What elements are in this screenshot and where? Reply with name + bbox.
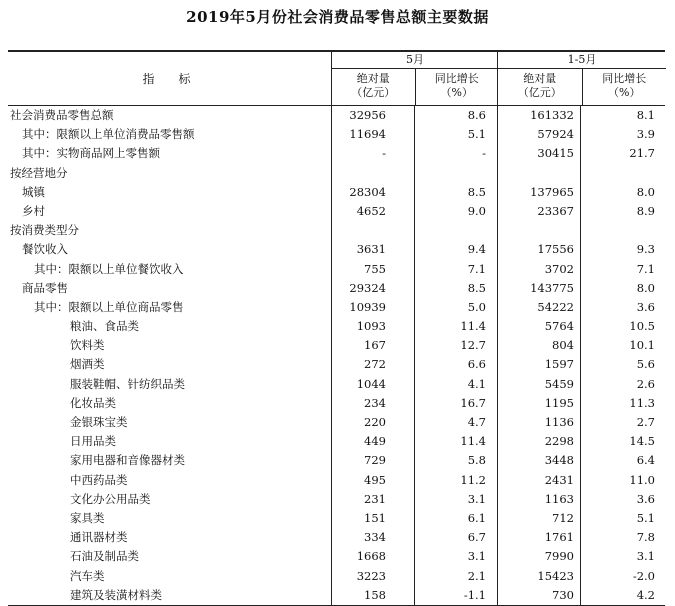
- row-label: 其中：实物商品网上零售额: [22, 146, 160, 161]
- may-abs-cell: 1668: [356, 549, 386, 564]
- ytd-abs-cell: 5459: [544, 376, 574, 391]
- row-label: 文化办公用品类: [70, 491, 151, 506]
- ytd-abs-cell: 1761: [544, 530, 574, 545]
- row-label: 乡村: [22, 203, 45, 218]
- ytd-abs-cell: 1597: [544, 357, 574, 372]
- ytd-abs-cell: 23367: [537, 203, 574, 218]
- may-abs-cell: 3631: [356, 242, 386, 257]
- ytd-abs-cell: 17556: [537, 242, 574, 257]
- may-abs-cell: 167: [364, 338, 386, 353]
- table-row: [8, 490, 665, 509]
- may-abs-cell: 729: [364, 453, 386, 468]
- may-yoy-cell: 7.1: [467, 261, 486, 276]
- ytd-yoy-cell: 14.5: [629, 434, 655, 449]
- table-row: [8, 528, 665, 547]
- row-label: 服装鞋帽、针纺织品类: [70, 376, 185, 391]
- may-abs-cell: 10939: [349, 299, 386, 314]
- ytd-abs-cell: 3702: [544, 261, 574, 276]
- row-label: 家用电器和音像器材类: [70, 453, 185, 468]
- ytd-yoy-cell: 3.9: [636, 127, 655, 142]
- table-row: [8, 547, 665, 566]
- ytd-yoy-cell: 21.7: [629, 146, 655, 161]
- may-abs-cell: 158: [364, 587, 386, 602]
- ytd-yoy-cell: 9.3: [636, 242, 655, 257]
- ytd-yoy-cell: 8.9: [636, 203, 655, 218]
- row-label: 烟酒类: [70, 357, 105, 372]
- may-abs-cell: 32956: [349, 108, 386, 122]
- ytd-abs-cell: 730: [552, 587, 574, 602]
- row-label: 金银珠宝类: [70, 415, 128, 429]
- row-label: 化妆品类: [70, 395, 116, 410]
- row-label: 粮油、食品类: [70, 319, 139, 334]
- ytd-abs-cell: 15423: [537, 568, 574, 583]
- may-yoy-cell: -1.1: [463, 587, 486, 602]
- table-row: [8, 432, 665, 451]
- may-yoy-cell: 9.4: [467, 242, 486, 257]
- may-yoy-cell: 5.0: [467, 299, 486, 314]
- may-yoy-cell: 5.1: [467, 127, 486, 142]
- ytd-yoy-cell: 5.6: [636, 357, 655, 372]
- ytd-abs-cell: 712: [552, 510, 574, 525]
- table-row: [8, 586, 665, 605]
- row-label: 通讯器材类: [70, 530, 128, 545]
- table-row: [8, 144, 665, 163]
- table-row: [8, 221, 665, 240]
- table-row: [8, 298, 665, 317]
- may-abs-cell: 334: [364, 530, 386, 545]
- may-abs-cell: 28304: [349, 184, 386, 199]
- ytd-abs-cell: 54222: [537, 299, 574, 314]
- ytd-yoy-cell: 3.6: [636, 299, 655, 314]
- table-header: [8, 52, 665, 106]
- may-yoy-cell: 4.7: [467, 415, 486, 429]
- may-yoy-cell: 4.1: [467, 376, 486, 391]
- ytd-abs-cell: 5764: [544, 319, 574, 334]
- row-label: 餐饮收入: [22, 242, 68, 257]
- may-yoy-cell: 11.2: [460, 472, 486, 487]
- may-abs-cell: 231: [364, 491, 386, 506]
- ytd-abs-cell: 143775: [530, 280, 574, 295]
- table-row: [8, 394, 665, 413]
- may-yoy-cell: 8.5: [467, 280, 486, 295]
- may-abs-cell: 755: [364, 261, 386, 276]
- table-row: [8, 567, 665, 586]
- ytd-yoy-cell: 8.0: [636, 184, 655, 199]
- may-abs-cell: 4652: [356, 203, 386, 218]
- ytd-abs-cell: 1136: [544, 415, 574, 429]
- table-row: [8, 355, 665, 374]
- row-label: 饮料类: [70, 338, 105, 353]
- table-row: [8, 240, 665, 259]
- ytd-abs-cell: 7990: [544, 549, 574, 564]
- ytd-yoy-cell: 6.4: [636, 453, 655, 468]
- may-header: 5月: [332, 52, 498, 69]
- row-label: 其中：限额以上单位餐饮收入: [34, 261, 184, 276]
- ytd-group-header: [497, 52, 666, 105]
- table-row: [8, 375, 665, 394]
- table-body: [8, 106, 665, 605]
- may-yoy-cell: 11.4: [460, 434, 486, 449]
- ytd-abs-cell: 1163: [544, 491, 574, 506]
- row-label: 按消费类型分: [10, 223, 79, 238]
- may-abs-cell: 234: [364, 395, 386, 410]
- ytd-abs-cell: 30415: [537, 146, 574, 161]
- ytd-yoy-cell: 10.5: [629, 319, 655, 334]
- row-label: 汽车类: [70, 568, 105, 583]
- ytd-yoy-cell: 11.3: [629, 395, 655, 410]
- table-row: [8, 451, 665, 470]
- may-yoy-cell: 8.6: [467, 108, 486, 122]
- ytd-yoy-cell: 8.0: [636, 280, 655, 295]
- table-row: [8, 260, 665, 279]
- may-yoy-cell: 3.1: [467, 549, 486, 564]
- may-yoy-cell: 6.6: [467, 357, 486, 372]
- may-abs-cell: 3223: [356, 568, 386, 583]
- ytd-yoy-cell: 10.1: [629, 338, 655, 353]
- table-row: [8, 106, 665, 125]
- data-table: [8, 50, 665, 606]
- ytd-yoy-header: 同比增长 （%）: [582, 69, 667, 105]
- ytd-abs-cell: 137965: [530, 184, 574, 199]
- may-abs-cell: 1093: [356, 319, 386, 334]
- row-label: 日用品类: [70, 434, 116, 449]
- may-group-header: [331, 52, 498, 105]
- ytd-abs-cell: 2298: [544, 434, 574, 449]
- may-abs-cell: 272: [364, 357, 386, 372]
- row-label: 石油及制品类: [70, 549, 139, 564]
- row-label: 中西药品类: [70, 472, 128, 487]
- may-yoy-header: 同比增长 （%）: [415, 69, 499, 105]
- ytd-yoy-cell: 7.1: [636, 261, 655, 276]
- ytd-yoy-cell: 5.1: [636, 510, 655, 525]
- table-row: [8, 183, 665, 202]
- ytd-header: 1-5月: [498, 52, 666, 69]
- ytd-abs-cell: 2431: [544, 472, 574, 487]
- table-row: [8, 202, 665, 221]
- ytd-abs-cell: 3448: [544, 453, 574, 468]
- ytd-yoy-cell: 7.8: [636, 530, 655, 545]
- may-abs-cell: 29324: [349, 280, 386, 295]
- may-yoy-cell: 11.4: [460, 319, 486, 334]
- ytd-yoy-cell: 3.6: [636, 491, 655, 506]
- table-row: [8, 509, 665, 528]
- may-yoy-cell: 8.5: [467, 184, 486, 199]
- ytd-abs-cell: 161332: [530, 108, 574, 122]
- row-label: 商品零售: [22, 280, 68, 295]
- row-label: 社会消费品零售总额: [10, 108, 114, 122]
- may-yoy-cell: 12.7: [460, 338, 486, 353]
- ytd-abs-cell: 804: [552, 338, 574, 353]
- may-abs-cell: 220: [364, 415, 386, 429]
- table-row: [8, 164, 665, 183]
- table-row: [8, 125, 665, 144]
- table-row: [8, 471, 665, 490]
- may-abs-cell: 449: [364, 434, 386, 449]
- may-yoy-cell: 9.0: [467, 203, 486, 218]
- table-row: [8, 317, 665, 336]
- ytd-abs-header: 绝对量 （亿元）: [517, 72, 562, 99]
- row-label: 按经营地分: [10, 165, 68, 180]
- may-abs-header: 绝对量 （亿元）: [351, 72, 396, 99]
- ytd-yoy-cell: 8.1: [636, 108, 655, 122]
- may-abs-cell: -: [382, 146, 386, 161]
- may-yoy-cell: 6.7: [467, 530, 486, 545]
- may-abs-cell: 151: [364, 510, 386, 525]
- ytd-abs-cell: 1195: [544, 395, 574, 410]
- ytd-yoy-cell: 3.1: [636, 549, 655, 564]
- row-label: 其中：限额以上单位商品零售: [34, 299, 184, 314]
- row-label: 建筑及装潢材料类: [70, 587, 162, 602]
- may-yoy-cell: 3.1: [467, 491, 486, 506]
- ytd-yoy-cell: 4.2: [636, 587, 655, 602]
- may-yoy-cell: 2.1: [467, 568, 486, 583]
- row-label: 家具类: [70, 510, 105, 525]
- row-label: 其中：限额以上单位消费品零售额: [22, 127, 195, 142]
- indicator-header: 指 标: [142, 72, 197, 86]
- may-yoy-cell: 5.8: [467, 453, 486, 468]
- table-row: [8, 413, 665, 432]
- ytd-yoy-cell: 2.7: [636, 415, 655, 429]
- may-yoy-cell: 6.1: [467, 510, 486, 525]
- may-abs-cell: 495: [364, 472, 386, 487]
- may-abs-cell: 1044: [356, 376, 386, 391]
- ytd-abs-cell: 57924: [537, 127, 574, 142]
- page-title: 2019年5月份社会消费品零售总额主要数据: [186, 8, 489, 26]
- row-label: 城镇: [22, 184, 45, 199]
- ytd-yoy-cell: 11.0: [629, 472, 655, 487]
- table-row: [8, 279, 665, 298]
- may-yoy-cell: 16.7: [460, 395, 486, 410]
- may-yoy-cell: -: [482, 146, 486, 161]
- ytd-yoy-cell: 2.6: [636, 376, 655, 391]
- may-abs-cell: 11694: [349, 127, 386, 142]
- table-row: [8, 336, 665, 355]
- ytd-yoy-cell: -2.0: [632, 568, 655, 583]
